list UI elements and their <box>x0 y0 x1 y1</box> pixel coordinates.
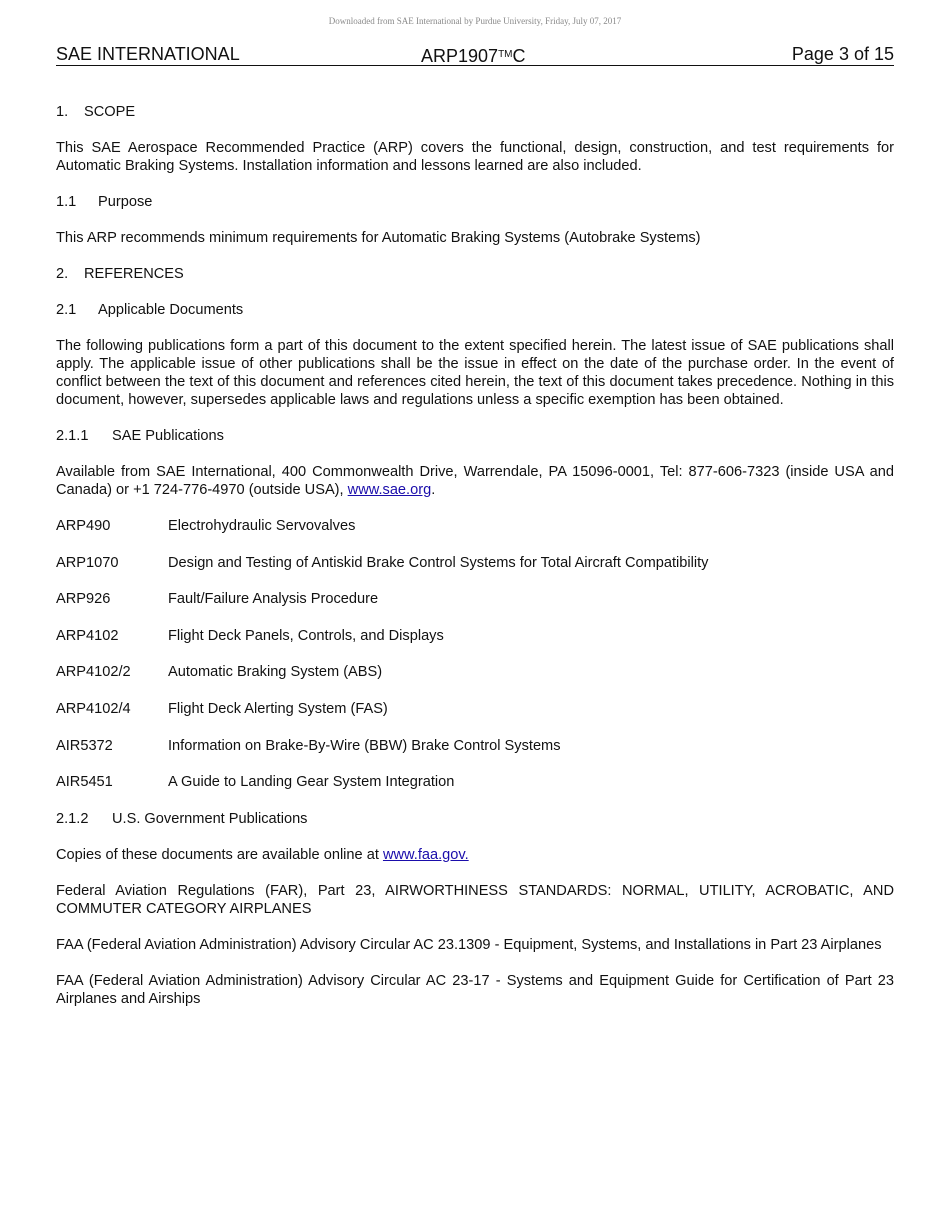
doc-id-suffix: C <box>512 46 526 66</box>
reference-title: Fault/Failure Analysis Procedure <box>168 591 379 608</box>
reference-row <box>56 700 894 718</box>
gov-reference-paragraph: Federal Aviation Regulations (FAR), Part 23, AIRWORTHINESS STANDARDS: NORMAL, UTILITY, ACROBATIC, AND COMMUTER CATEGORY AIRPLANES <box>56 882 894 917</box>
section-2-1-2-heading <box>56 810 894 828</box>
section-title: Applicable Documents <box>98 302 244 318</box>
section-2-1-1-heading <box>56 427 894 445</box>
reference-title: Flight Deck Alerting System (FAS) <box>168 700 388 717</box>
reference-title: Flight Deck Panels, Controls, and Displays <box>168 627 444 644</box>
section-number: 2. <box>56 266 69 282</box>
faa-website-link[interactable]: www.faa.gov. <box>382 846 469 863</box>
section-title: SAE Publications <box>112 428 224 444</box>
sae-website-link[interactable]: www.sae.org <box>347 482 432 498</box>
header-document-id <box>421 44 526 67</box>
reference-row <box>56 590 894 608</box>
applicable-documents-paragraph: The following publications form a part of this document to the extent specified herein. The latest issue of SAE publications shall apply. The applicable issue of other publications shall be the issue in effect on the date of the purchase order. In the event of conflict between the text of this document and references cited herein, the text of this document takes precedence. Nothing in this document, however, supersedes applicable laws and regulations unless a specific exemption has been obtained. <box>56 338 894 408</box>
section-title: REFERENCES <box>84 266 184 282</box>
reference-code: ARP1070 <box>56 554 119 571</box>
reference-code: ARP926 <box>56 591 111 608</box>
section-2-heading <box>56 265 894 283</box>
reference-row <box>56 554 894 572</box>
reference-code: ARP4102/4 <box>56 700 131 717</box>
reference-row <box>56 517 894 535</box>
faa-availability-text: Copies of these documents are available online at <box>56 846 379 863</box>
reference-title: Design and Testing of Antiskid Brake Control Systems for Total Aircraft Compatibility <box>168 554 709 571</box>
reference-row <box>56 627 894 645</box>
reference-title: Information on Brake-By-Wire (BBW) Brake Control Systems <box>168 737 561 754</box>
section-title: SCOPE <box>84 104 136 120</box>
section-1-heading <box>56 103 894 121</box>
section-number: 2.1.2 <box>56 810 89 827</box>
section-number: 1. <box>56 104 69 120</box>
doc-id-prefix: ARP1907 <box>421 46 499 66</box>
document-body <box>56 103 894 1026</box>
reference-code: ARP4102/2 <box>56 664 131 681</box>
reference-title: A Guide to Landing Gear System Integration <box>168 774 455 791</box>
reference-row <box>56 663 894 681</box>
section-number: 2.1.1 <box>56 428 89 444</box>
reference-title: Electrohydraulic Servovalves <box>168 518 356 534</box>
section-title: U.S. Government Publications <box>112 810 308 827</box>
section-number: 1.1 <box>56 194 77 210</box>
header-page-number: Page 3 of 15 <box>791 44 894 64</box>
government-publications-paragraph <box>56 846 894 864</box>
gov-reference-paragraph: FAA (Federal Aviation Administration) Advisory Circular AC 23.1309 - Equipment, Systems, and Installations in Part 23 Airplanes <box>56 936 882 953</box>
section-2-1-heading <box>56 301 894 319</box>
reference-code: ARP490 <box>56 518 111 534</box>
header-organization: SAE INTERNATIONAL <box>56 44 240 64</box>
purpose-paragraph: This ARP recommends minimum requirements for Automatic Braking Systems (Autobrake Systems) <box>56 230 701 246</box>
sae-publications-paragraph <box>56 463 894 499</box>
sae-availability-text: Available from SAE International, 400 Commonwealth Drive, Warrendale, PA 15096-0001, Tel: 877-606-7323 (inside USA and Canada) or +1 724-776-4970 (outside USA), <box>56 464 894 498</box>
download-watermark: Downloaded from SAE International by Purdue University, Friday, July 07, 2017 <box>328 16 622 26</box>
reference-row <box>56 773 894 791</box>
sentence-end: . <box>431 482 436 498</box>
reference-code: ARP4102 <box>56 627 119 644</box>
reference-row <box>56 737 894 755</box>
reference-code: AIR5372 <box>56 737 113 754</box>
section-number: 2.1 <box>56 302 77 318</box>
scope-paragraph: This SAE Aerospace Recommended Practice (ARP) covers the functional, design, construction, and test requirements for Automatic Braking Systems. Installation information and lessons learned are also included. <box>56 140 894 174</box>
section-1-1-heading <box>56 193 894 211</box>
section-title: Purpose <box>98 194 153 210</box>
gov-reference-paragraph: FAA (Federal Aviation Administration) Advisory Circular AC 23-17 - Systems and Equipment Guide for Certification of Part 23 Airplanes and Airships <box>56 972 894 1007</box>
trademark-mark: TM <box>498 49 513 60</box>
page-header <box>56 44 894 66</box>
reference-title: Automatic Braking System (ABS) <box>168 664 383 681</box>
reference-code: AIR5451 <box>56 774 113 791</box>
